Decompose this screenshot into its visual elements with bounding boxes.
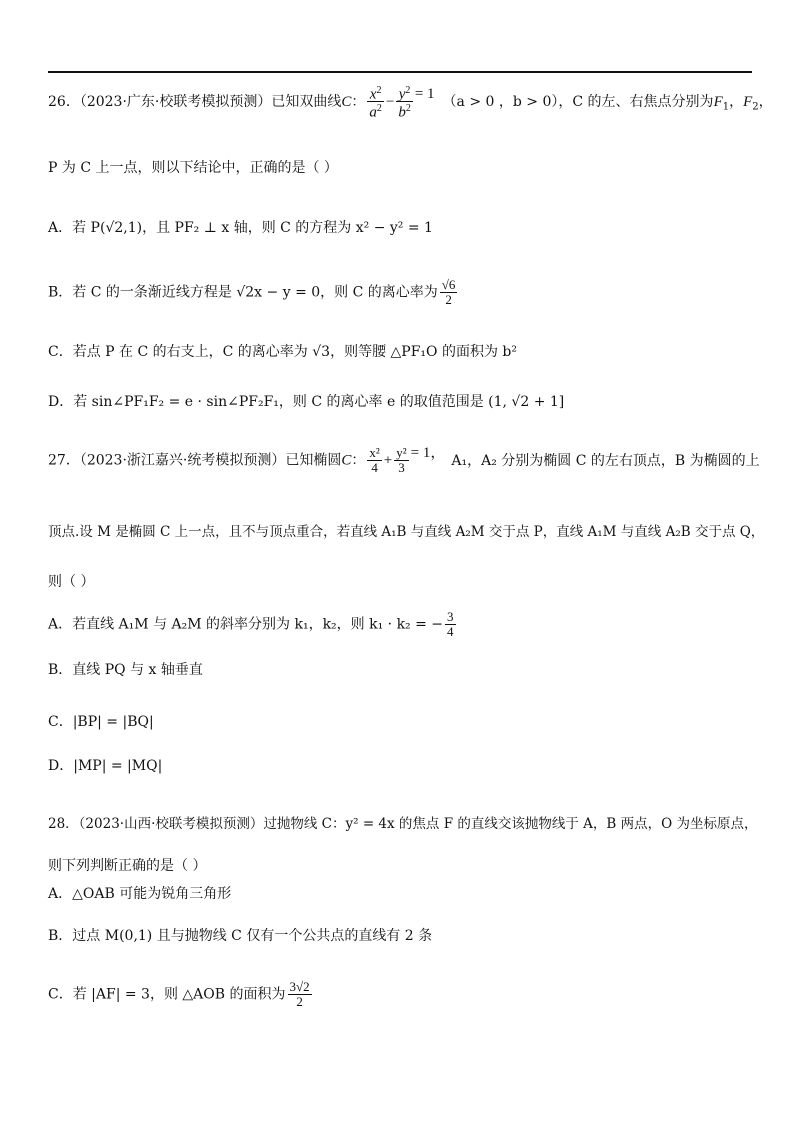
y-var: y — [398, 86, 406, 103]
plus: + — [383, 452, 393, 469]
q26-option-c: C．若点 P 在 C 的右支上，C 的离心率为 √3，则等腰 △PF₁O 的面积为 b² — [48, 344, 517, 360]
header-rule — [48, 71, 752, 73]
q27-option-a-text: A．若直线 A₁M 与 A₂M 的斜率分别为 k₁，k₂，则 k₁ · k₂ = − — [48, 616, 444, 633]
numerator: 3 — [447, 609, 454, 624]
exp: 2 — [405, 103, 411, 115]
x-var: x — [369, 86, 377, 103]
sub: 1 — [722, 101, 730, 113]
q28-option-c-text: C．若 |AF| = 3，则 △AOB 的面积为 — [48, 986, 286, 1003]
q28-line2: 则下列判断正确的是（ ） — [48, 858, 207, 874]
sep: ， — [729, 93, 744, 110]
q28-option-c-frac — [288, 980, 312, 1009]
q27-line3: 则（ ） — [48, 574, 95, 590]
denominator: 2 — [445, 292, 452, 307]
numerator: y² — [396, 445, 407, 460]
q28-option-a: A．△OAB 可能为锐角三角形 — [48, 886, 232, 902]
colon: ： — [351, 93, 366, 110]
q26-option-b — [48, 278, 459, 307]
q28-option-b: B．过点 M(0,1) 且与抛物线 C 仅有一个公共点的直线有 2 条 — [48, 928, 433, 944]
q26-option-a: A．若 P(√2,1)，且 PF₂ ⊥ x 轴，则 C 的方程为 x² − y² = 1 — [48, 220, 433, 236]
q26-stem-b: C 的左、右焦点分别为 — [572, 93, 714, 110]
q27-option-d: D．|MP| = |MQ| — [48, 758, 163, 774]
q28-option-c — [48, 980, 314, 1009]
denominator: 2 — [296, 994, 303, 1009]
q28-stem: 28．（2023·山西·校联考模拟预测）过抛物线 C：y² = 4x 的焦点 F 的直线交该抛物线于 A，B 两点，O 为坐标原点， — [48, 816, 758, 832]
hyperbola-term-x — [367, 84, 384, 120]
q26-option-d: D．若 sin∠PF₁F₂ = e · sin∠PF₂F₁，则 C 的离心率 e 的取值范围是 (1, √2 + 1] — [48, 394, 565, 410]
q26-line2: P 为 C 上一点，则以下结论中，正确的是（ ） — [48, 160, 338, 176]
denominator: 4 — [447, 624, 454, 639]
hyperbola-term-y — [396, 84, 413, 120]
q27-stem-b: A₁，A₂ 分别为椭圆 C 的左右顶点，B 为椭圆的上 — [451, 452, 760, 469]
numerator: √6 — [441, 277, 456, 292]
exp: 2 — [376, 85, 382, 96]
denominator: 4 — [371, 460, 378, 475]
numerator: 3√2 — [289, 979, 310, 994]
curve-c: C — [341, 93, 352, 110]
q27-option-a-frac — [445, 610, 456, 639]
focus-f1: F — [713, 93, 723, 110]
q26-stem-text: 26．（2023·广东·校联考模拟预测）已知双曲线 — [48, 93, 342, 110]
q27-option-b: B．直线 PQ 与 x 轴垂直 — [48, 662, 203, 678]
q26-option-b-text: B．若 C 的一条渐近线方程是 √2x − y = 0，则 C 的离心率为 — [48, 284, 438, 301]
ellipse-term-y — [394, 446, 408, 475]
b-var: b — [398, 104, 406, 121]
q27-option-a — [48, 610, 458, 639]
sub: 2 — [752, 101, 759, 113]
equals-one: = 1， — [410, 444, 446, 461]
exp: 2 — [376, 103, 382, 115]
q27-stem-text: 27．（2023·浙江嘉兴·统考模拟预测）已知椭圆 — [48, 452, 342, 469]
q26-condition: （a > 0 ，b > 0）， — [442, 93, 573, 110]
q27-stem — [48, 446, 760, 475]
curve-c: C — [341, 452, 352, 469]
q27-option-c: C．|BP| = |BQ| — [48, 714, 154, 730]
exp: 2 — [405, 85, 411, 96]
numerator: x² — [369, 445, 380, 460]
q27-line2: 顶点.设 M 是椭圆 C 上一点，且不与顶点重合，若直线 A₁B 与直线 A₂M 交于点 P，直线 A₁M 与直线 A₂B 交于点 Q， — [48, 524, 765, 540]
q26-option-b-frac — [440, 278, 458, 307]
a-var: a — [369, 104, 377, 121]
minus: − — [385, 93, 395, 110]
sep: ， — [758, 93, 773, 110]
ellipse-term-x — [367, 446, 381, 475]
colon: ： — [351, 452, 366, 469]
q26-stem — [48, 84, 773, 120]
equals-one: = 1 — [414, 85, 435, 102]
denominator: 3 — [398, 460, 405, 475]
focus-f2: F — [743, 93, 753, 110]
